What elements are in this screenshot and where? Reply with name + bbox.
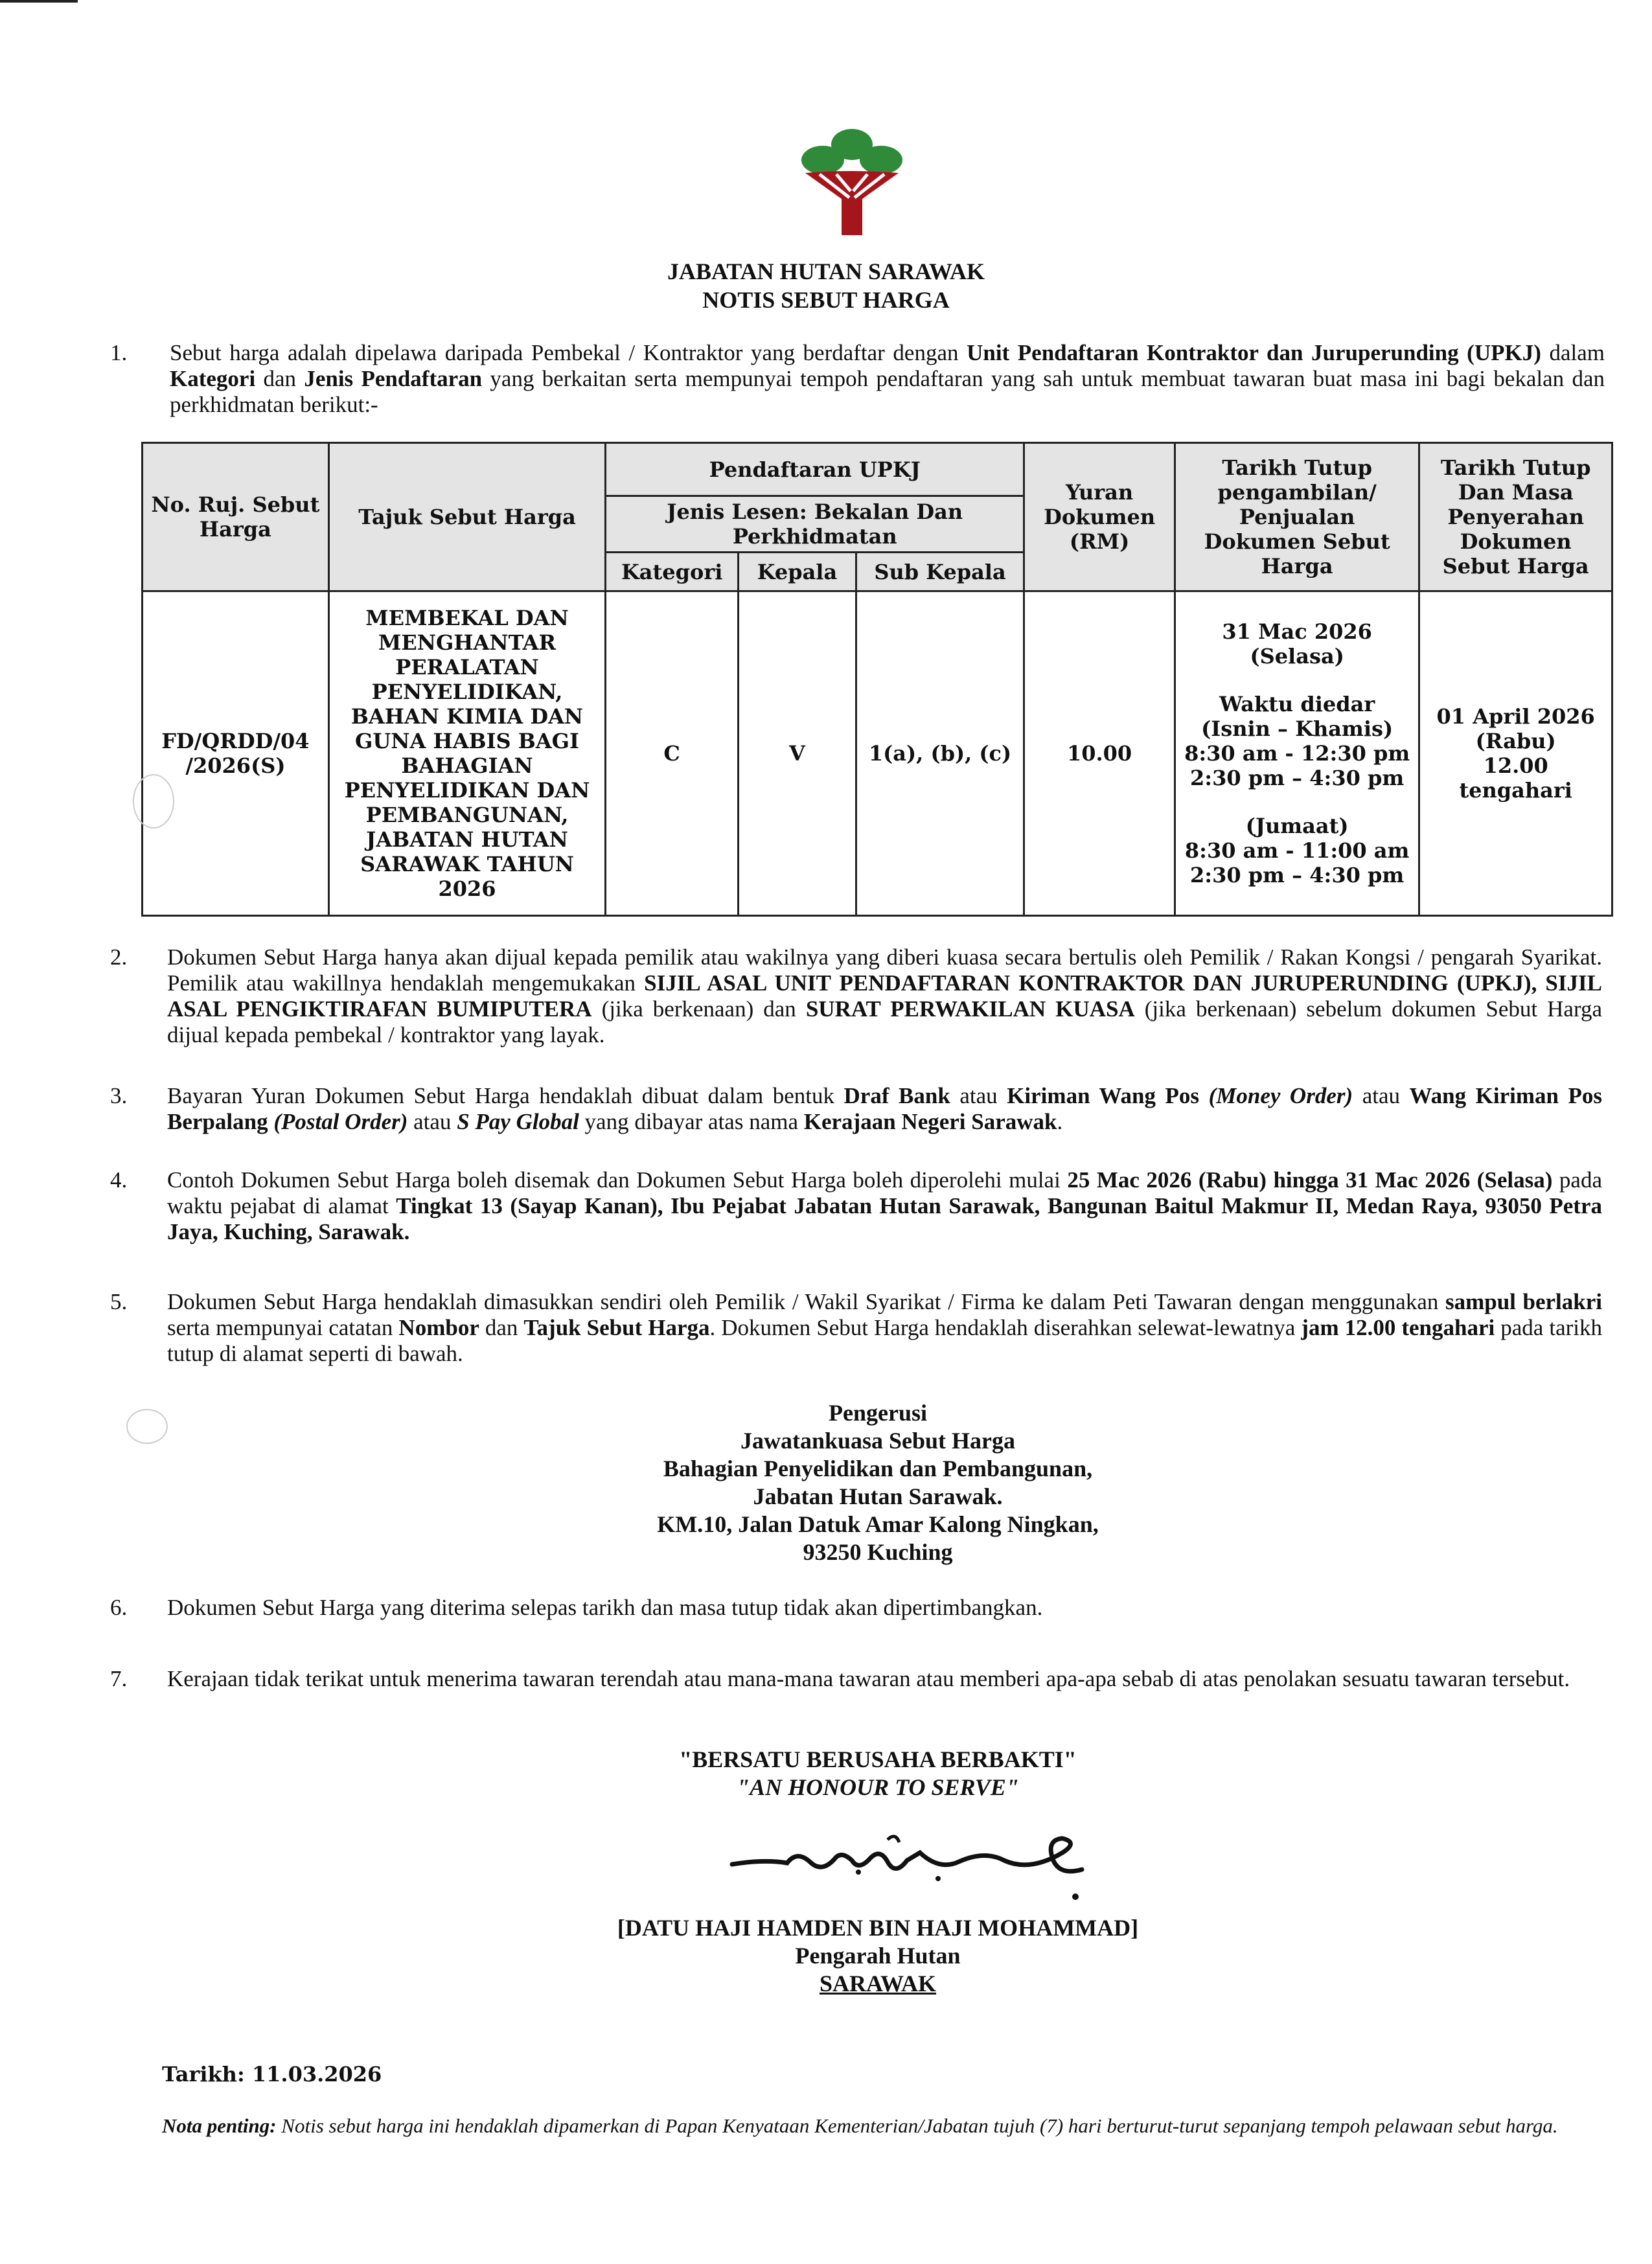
header-license-type: Jenis Lesen: Bekalan Dan Perkhidmatan	[606, 496, 1024, 553]
item-6-text: Dokumen Sebut Harga yang diterima selepas tarikh dan masa tutup tidak akan dipertimbangkan.	[167, 1595, 1043, 1620]
table-row	[143, 591, 1612, 916]
address-line: Jawatankuasa Sebut Harga	[740, 1428, 1016, 1454]
cell-category: C	[606, 591, 739, 916]
item-1-text: Sebut harga adalah dipelawa daripada Pembekal / Kontraktor yang berdaftar dengan Unit Pendaftaran Kontraktor dan Juruperunding (UPKJ) dalam Kategori dan Jenis Pendaftaran yang berkaitan serta mempunyai tempoh pendaftaran yang sah untuk membuat tawaran buat masa ini bagi bekalan dan perkhidmatan berikut:-	[170, 340, 1605, 417]
cell-submission-closing	[1419, 591, 1612, 916]
cell-head: V	[739, 591, 856, 916]
header-title: Tajuk Sebut Harga	[328, 443, 605, 591]
sale-date: 31 Mac 2026	[1222, 619, 1372, 644]
address-line: Bahagian Penyelidikan dan Pembangunan,	[663, 1456, 1093, 1481]
submit-time-label: tengahari	[1459, 778, 1572, 803]
item-1-number: 1.	[110, 340, 128, 365]
header-ref: No. Ruj. Sebut Harga	[143, 443, 329, 591]
header-category: Kategori	[606, 553, 739, 591]
item-7-number: 7.	[110, 1666, 128, 1691]
sale-friday: (Jumaat)	[1245, 814, 1349, 838]
sale-friday-am: 8:30 am - 11:00 am	[1184, 838, 1410, 863]
motto-english: "AN HONOUR TO SERVE"	[737, 1774, 1019, 1800]
sale-weekday-am: 8:30 am - 12:30 pm	[1184, 741, 1410, 766]
item-6-number: 6.	[110, 1595, 128, 1620]
cell-sale-closing	[1175, 591, 1419, 916]
sale-day: (Selasa)	[1250, 644, 1344, 669]
item-5-text: Dokumen Sebut Harga hendaklah dimasukkan sendiri oleh Pemilik / Wakil Syarikat / Firma ke dalam Peti Tawaran dengan menggunakan sampul berlakri serta mempunyai catatan Nombor dan Tajuk Sebut Harga. Dokumen Sebut Harga hendaklah diserahkan selewat-lewatnya jam 12.00 tengahari pada tarikh tutup di alamat seperti di bawah.	[167, 1289, 1602, 1366]
sale-weekday-pm: 2:30 pm – 4:30 pm	[1190, 766, 1405, 790]
address-block	[52, 1399, 1652, 1566]
forest-department-logo	[800, 126, 904, 236]
motto	[52, 1746, 1652, 1801]
header-registration: Pendaftaran UPKJ	[606, 443, 1024, 496]
sale-hours-label: Waktu diedar	[1219, 692, 1375, 716]
document-date: Tarikh: 11.03.2026	[162, 2062, 382, 2087]
submit-day: (Rabu)	[1475, 729, 1556, 753]
item-5-number: 5.	[110, 1289, 128, 1314]
item-3-text: Bayaran Yuran Dokumen Sebut Harga hendaklah dibuat dalam bentuk Draf Bank atau Kiriman Wang Pos (Money Order) atau Wang Kiriman Pos Berpalang (Postal Order) atau S Pay Global yang dibayar atas nama Kerajaan Negeri Sarawak.	[167, 1083, 1602, 1134]
scan-mark	[133, 774, 174, 829]
submit-time: 12.00	[1483, 753, 1548, 778]
address-line: KM.10, Jalan Datuk Amar Kalong Ningkan,	[657, 1511, 1099, 1537]
signatory-position: Pengarah Hutan	[795, 1943, 961, 1969]
signatory-state: SARAWAK	[819, 1971, 937, 1996]
sale-friday-pm: 2:30 pm – 4:30 pm	[1190, 863, 1405, 887]
header-sale-closing: Tarikh Tutup pengambilan/ Penjualan Dokumen Sebut Harga	[1175, 443, 1419, 591]
department-title: JABATAN HUTAN SARAWAK	[667, 258, 985, 284]
item-4-text: Contoh Dokumen Sebut Harga boleh disemak dan Dokumen Sebut Harga boleh diperolehi mulai 25 Mac 2026 (Rabu) hingga 31 Mac 2026 (Selasa) pada waktu pejabat di alamat Tingkat 13 (Sayap Kanan), Ibu Pejabat Jabatan Hutan Sarawak, Bangunan Baitul Makmur II, Medan Raya, 93050 Petra Jaya, Kuching, Sarawak.	[167, 1167, 1603, 1244]
cell-title: MEMBEKAL DAN MENGHANTAR PERALATAN PENYELIDIKAN, BAHAN KIMIA DAN GUNA HABIS BAGI BAHAGIAN PENYELIDIKAN DAN PEMBANGUNAN, JABATAN HUTAN SARAWAK TAHUN 2026	[328, 591, 605, 916]
item-2-text: Dokumen Sebut Harga hanya akan dijual kepada pemilik atau wakilnya yang diberi kuasa secara bertulis oleh Pemilik / Rakan Kongsi / pengarah Syarikat. Pemilik atau wakillnya hendaklah mengemukakan SIJIL ASAL UNIT PENDAFTARAN KONTRAKTOR DAN JURUPERUNDING (UPKJ), SIJIL ASAL PENGIKTIRAFAN BUMIPUTERA (jika berkenaan) dan SURAT PERWAKILAN KUASA (jika berkenaan) sebelum dokumen Sebut Harga dijual kepada pembekal / kontraktor yang layak.	[167, 944, 1603, 1047]
motto-malay: "BERSATU BERUSAHA BERBAKTI"	[679, 1746, 1077, 1772]
cell-fee: 10.00	[1024, 591, 1175, 916]
address-line: 93250 Kuching	[803, 1539, 953, 1565]
sale-weekdays: (Isnin – Khamis)	[1201, 716, 1394, 741]
cell-subhead: 1(a), (b), (c)	[856, 591, 1024, 916]
signature-image	[726, 1814, 1088, 1904]
item-4-number: 4.	[110, 1167, 128, 1193]
item-2-number: 2.	[110, 944, 128, 970]
item-7-text: Kerajaan tidak terikat untuk menerima tawaran terendah atau mana-mana tawaran atau memberi apa-apa sebab di atas penolakan sesuatu tawaran tersebut.	[167, 1666, 1570, 1691]
signatory-block	[52, 1914, 1652, 1998]
header-head: Kepala	[739, 553, 856, 591]
cell-ref: FD/QRDD/04 /2026(S)	[143, 591, 329, 916]
submit-date: 01 April 2026	[1436, 704, 1595, 729]
important-note	[162, 2113, 1561, 2139]
address-line: Jabatan Hutan Sarawak.	[753, 1483, 1003, 1509]
scan-edge-mark	[0, 0, 78, 3]
header-submission-closing: Tarikh Tutup Dan Masa Penyerahan Dokumen Sebut Harga	[1419, 443, 1612, 591]
item-3-number: 3.	[110, 1083, 128, 1108]
notice-title: NOTIS SEBUT HARGA	[702, 287, 950, 313]
header-fee: Yuran Dokumen (RM)	[1024, 443, 1175, 591]
note-text: Notis sebut harga ini hendaklah dipamerkan di Papan Kenyataan Kementerian/Jabatan tujuh (7) hari berturut-turut sepanjang tempoh pelawaan sebut harga.	[276, 2114, 1558, 2137]
signatory-name: [DATU HAJI HAMDEN BIN HAJI MOHAMMAD]	[617, 1915, 1139, 1941]
header-subhead: Sub Kepala	[856, 553, 1024, 591]
note-label: Nota penting:	[162, 2114, 277, 2137]
address-line: Pengerusi	[829, 1400, 927, 1426]
quotation-table	[141, 442, 1613, 917]
